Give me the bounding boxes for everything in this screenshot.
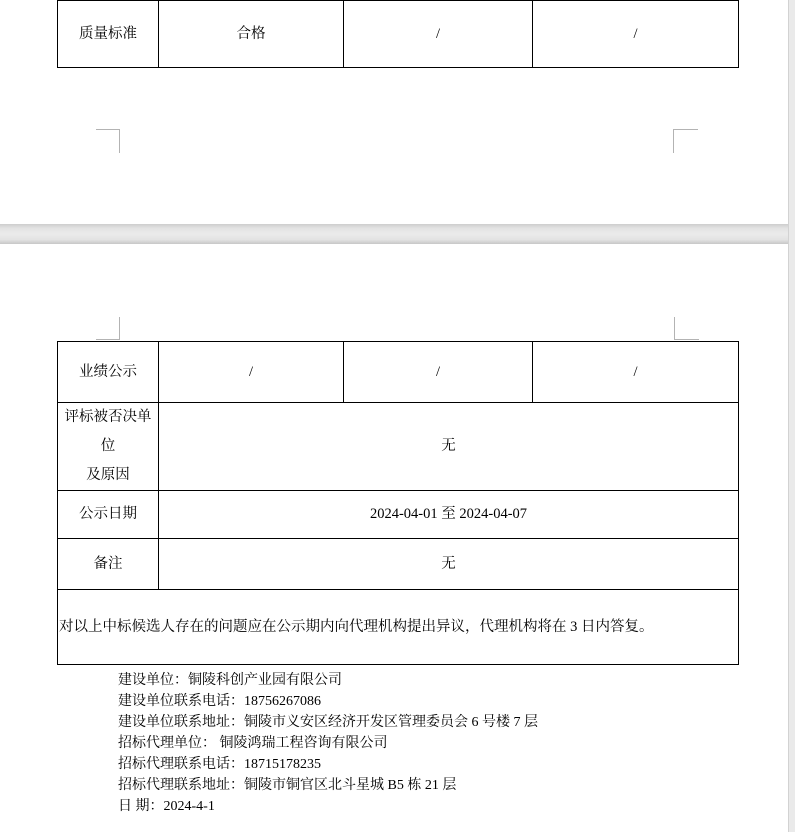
margin-crop-mark-bottom-right [673, 129, 698, 153]
footer-line-agency-address[interactable]: 招标代理联系地址：铜陵市铜官区北斗星城 B5 栋 21 层 [118, 778, 457, 793]
cell-remark-label[interactable]: 备注 [58, 539, 159, 590]
table-row [58, 539, 739, 590]
page-gap [0, 224, 795, 244]
page1-table [57, 0, 739, 68]
page2-table [57, 341, 739, 665]
cell-rejected-label[interactable] [58, 403, 159, 491]
cell-publicity-date-value[interactable]: 2024-04-01 至 2024-04-07 [159, 491, 739, 539]
cell-publicity-date-label[interactable]: 公示日期 [58, 491, 159, 539]
rejected-label-line2: 及原因 [86, 467, 130, 483]
footer-line-date[interactable]: 日 期：2024-4-1 [118, 799, 215, 814]
cell-rejected-value[interactable]: 无 [159, 403, 739, 491]
cell-quality-standard-value-2[interactable]: / [344, 1, 533, 68]
footer-line-agency-unit[interactable]: 招标代理单位： 铜陵鸿瑞工程咨询有限公司 [118, 736, 388, 751]
cell-remark-value[interactable]: 无 [159, 539, 739, 590]
footer-line-construction-phone[interactable]: 建设单位联系电话：18756267086 [118, 694, 321, 709]
app-background-strip [788, 0, 795, 832]
footer-line-agency-phone[interactable]: 招标代理联系电话：18715178235 [118, 757, 321, 772]
footer-line-construction-unit[interactable]: 建设单位：铜陵科创产业园有限公司 [118, 673, 342, 688]
table-row [58, 1, 739, 68]
page-1[interactable] [0, 0, 788, 224]
rejected-label-line1: 评标被否决单位 [64, 409, 152, 454]
margin-crop-mark-top-right [674, 317, 699, 340]
table-row [58, 590, 739, 665]
footer-contact-block [118, 670, 678, 817]
table-row [58, 403, 739, 491]
cell-objection-notice[interactable]: 对以上中标候选人存在的问题应在公示期内向代理机构提出异议，代理机构将在 3 日内答复。 [58, 590, 739, 665]
table-row [58, 491, 739, 539]
cell-quality-standard-value-1[interactable]: 合格 [159, 1, 344, 68]
cell-quality-standard-label[interactable]: 质量标准 [58, 1, 159, 68]
table-row [58, 342, 739, 403]
margin-crop-mark-bottom-left [96, 129, 120, 153]
cell-performance-value-3[interactable]: / [533, 342, 739, 403]
margin-crop-mark-top-left [96, 317, 120, 340]
cell-performance-value-2[interactable]: / [344, 342, 533, 403]
footer-line-construction-address[interactable]: 建设单位联系地址：铜陵市义安区经济开发区管理委员会 6 号楼 7 层 [118, 715, 538, 730]
cell-performance-label[interactable]: 业绩公示 [58, 342, 159, 403]
cell-quality-standard-value-3[interactable]: / [533, 1, 739, 68]
cell-performance-value-1[interactable]: / [159, 342, 344, 403]
